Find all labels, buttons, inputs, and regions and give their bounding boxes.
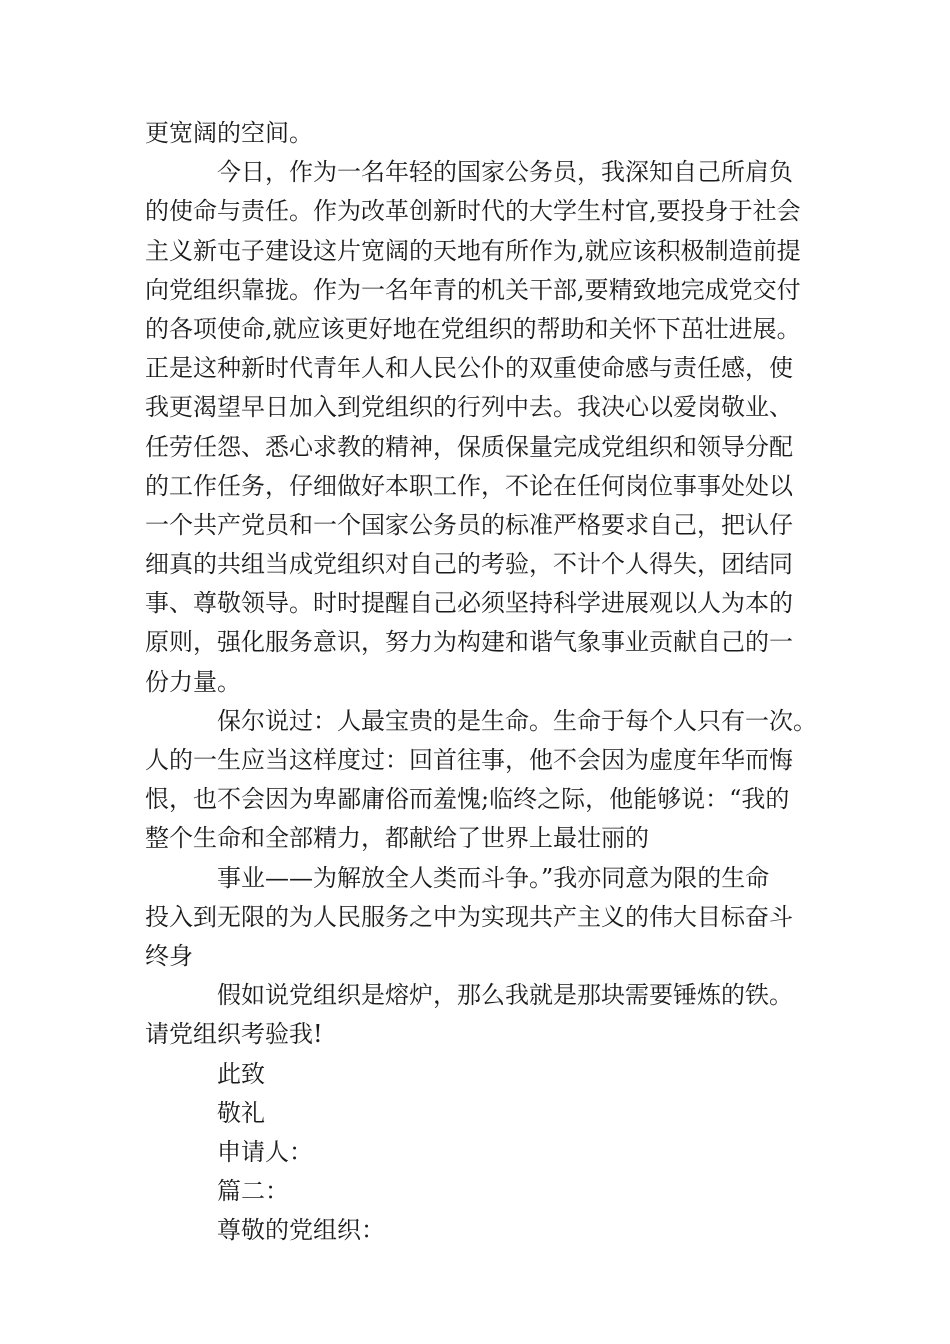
- text-line: 我更渴望早日加入到党组织的行列中去。我决心以爱岗敬业、: [145, 393, 793, 422]
- text-line: 份力量。: [145, 667, 241, 696]
- text-line: 更宽阔的空间。: [145, 119, 313, 147]
- text-line: 恨，也不会因为卑鄙庸俗而羞愧;临终之际，他能够说：“我的: [145, 785, 790, 814]
- text-line: 尊敬的党组织：: [217, 1216, 385, 1245]
- text-line: 主义新屯子建设这片宽阔的天地有所作为,就应该积极制造前提: [145, 236, 801, 265]
- text-line: 整个生命和全部精力，都献给了世界上最壮丽的: [145, 824, 649, 853]
- text-line: 人的一生应当这样度过：回首往事，他不会因为虚度年华而悔: [145, 746, 793, 774]
- text-line: 保尔说过：人最宝贵的是生命。生命于每个人只有一次。: [217, 706, 817, 735]
- text-line: 事、尊敬领导。时时提醒自己必须坚持科学进展观以人为本的: [145, 589, 793, 618]
- text-line: 任劳任怨、悉心求教的精神，保质保量完成党组织和领导分配: [145, 432, 793, 461]
- text-line: 向党组织靠拢。作为一名年青的机关干部,要精致地完成党交付: [145, 275, 801, 304]
- text-line: 事业——为解放全人类而斗争。”我亦同意为限的生命: [217, 863, 770, 892]
- text-line: 此致: [217, 1059, 265, 1088]
- text-line: 的各项使命,就应该更好地在党组织的帮助和关怀下茁壮进展。: [145, 314, 801, 343]
- text-line: 申请人：: [217, 1137, 313, 1166]
- text-line: 假如说党组织是熔炉，那么我就是那块需要锤炼的铁。: [217, 981, 793, 1010]
- text-line: 终身: [145, 941, 193, 970]
- text-line: 请党组织考验我!: [145, 1020, 323, 1049]
- text-line: 正是这种新时代青年人和人民公仆的双重使命感与责任感，使: [145, 354, 793, 383]
- text-line: 今日，作为一名年轻的国家公务员，我深知自己所肩负: [217, 158, 793, 187]
- text-line: 的使命与责任。作为改革创新时代的大学生村官,要投身于社会: [145, 197, 801, 226]
- text-line: 篇二：: [217, 1177, 289, 1206]
- text-line: 的工作任务，仔细做好本职工作，不论在任何岗位事事处处以: [145, 471, 793, 500]
- text-line: 敬礼: [217, 1098, 265, 1127]
- text-line: 细真的共组当成党组织对自己的考验，不计个人得失，团结同: [145, 550, 793, 579]
- text-line: 一个共产党员和一个国家公务员的标准严格要求自己，把认仔: [145, 510, 793, 539]
- text-line: 原则，强化服务意识，努力为构建和谐气象事业贡献自己的一: [145, 628, 793, 657]
- document-body: [145, 114, 817, 1250]
- text-line: 投入到无限的为人民服务之中为实现共产主义的伟大目标奋斗: [145, 902, 793, 931]
